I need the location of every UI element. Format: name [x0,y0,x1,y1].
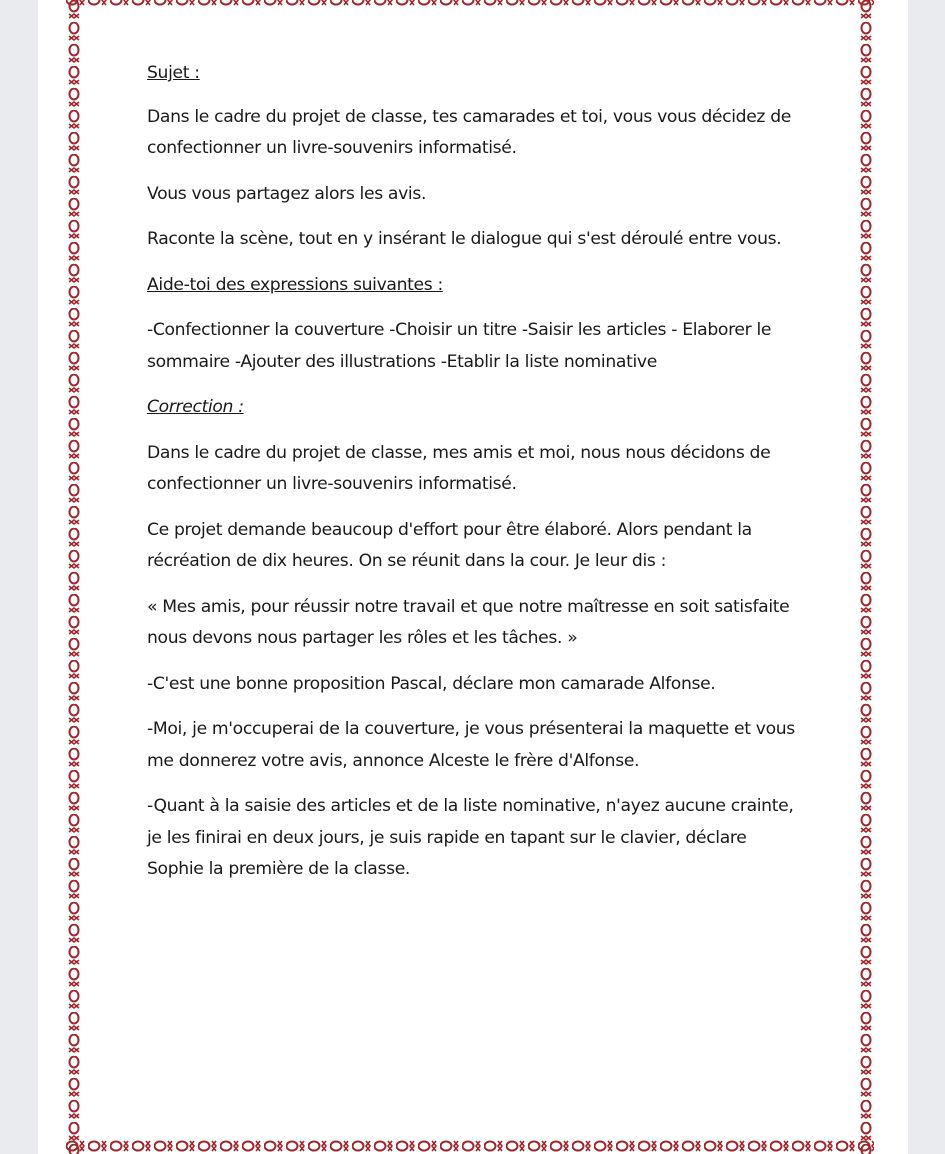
correction-paragraph-1: Dans le cadre du projet de classe, mes amis et moi, nous nous décidons de confectionner un livre-souvenirs informatisé. [147,442,771,494]
correction-paragraph-3: « Mes amis, pour réussir notre travail et que notre maîtresse en soit satisfaite nous devons nous partager les rôles et les tâches. » [147,596,790,648]
document-content [147,58,797,900]
left-chain-border [66,0,82,1154]
sujet-paragraph-1: Dans le cadre du projet de classe, tes camarades et toi, vous vous décidez de confectionner un livre-souvenirs informatisé. [147,106,791,158]
top-chain-border [66,0,874,8]
aide-heading: Aide-toi des expressions suivantes : [147,274,443,295]
sujet-heading: Sujet : [147,63,200,83]
sujet-paragraph-3: Raconte la scène, tout en y insérant le dialogue qui s'est déroulé entre vous. [147,229,782,249]
correction-paragraph-6: -Quant à la saisie des articles et de la liste nominative, n'ayez aucune crainte, je les finirai en deux jours, je suis rapide en tapant sur le clavier, déclare Sophie la première de la classe. [147,796,794,879]
right-chain-border [858,0,874,1154]
correction-paragraph-2: Ce projet demande beaucoup d'effort pour être élaboré. Alors pendant la récréation de dix heures. On se réunit dans la cour. Je leur dis : [147,519,752,571]
correction-paragraph-5: -Moi, je m'occuperai de la couverture, je vous présenterai la maquette et vous me donnerez votre avis, annonce Alceste le frère d'Alfonse. [147,719,795,771]
bottom-chain-border [66,1138,874,1154]
correction-heading: Correction : [147,397,244,417]
correction-paragraph-4: -C'est une bonne proposition Pascal, déclare mon camarade Alfonse. [147,673,716,694]
sujet-paragraph-2: Vous vous partagez alors les avis. [147,183,427,204]
aide-expressions: -Confectionner la couverture -Choisir un titre -Saisir les articles - Elaborer le sommaire -Ajouter des illustrations -Etablir la liste nominative [147,320,772,372]
